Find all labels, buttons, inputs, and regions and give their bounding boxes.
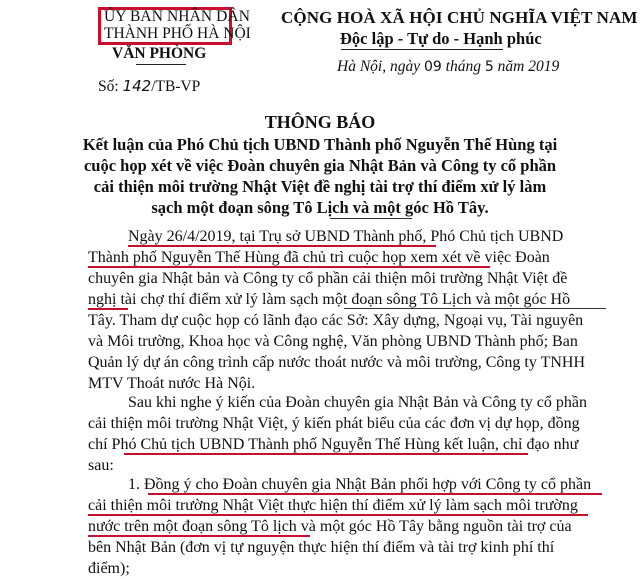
paragraph-line: MTV Thoát nước Hà Nội.	[88, 375, 256, 392]
department-underline	[136, 64, 186, 65]
national-title: CỘNG HOÀ XÃ HỘI CHỦ NGHĨA VIỆT NAM	[281, 8, 638, 27]
paragraph-line: nước trên một đoạn sông Tô lịch và một góc Hồ Tây bằng nguồn tài trợ của	[88, 518, 572, 535]
paragraph-line: Quản lý dự án công trình cấp nước thoát nước và môi trường, Công ty TNHH	[88, 354, 586, 371]
organization-line-2: THÀNH PHỐ HÀ NỘI	[104, 25, 251, 42]
date-prefix: Hà Nội, ngày	[337, 58, 421, 75]
doc-number-handwritten: 142	[122, 77, 152, 95]
paragraph-line: bên Nhật Bản (đơn vị tự nguyện thực hiện thí điểm và tài trợ kinh phí thí	[88, 539, 555, 556]
date-year: năm 2019	[497, 58, 560, 75]
paragraph-line: nghị tài chợ thí điểm xử lý làm sạch một đoạn sông Tô Lịch và một góc Hồ	[88, 291, 571, 308]
subtitle-line: cuộc họp xét về việc Đoàn chuyên gia Nhật Bản và Công ty cổ phần	[83, 156, 557, 175]
date-month-handwritten: 5	[484, 59, 494, 75]
subtitle-line: Kết luận của Phó Chủ tịch UBND Thành phố Nguyễn Thế Hùng tại	[82, 135, 558, 154]
subtitle-line: cải thiện môi trường Nhật Việt đề nghị tài trợ thí điểm xử lý làm	[93, 177, 547, 196]
highlight-underline	[128, 245, 436, 247]
paragraph-line: điểm);	[88, 560, 130, 577]
paragraph-line: chuyên gia Nhật bản và Công ty cổ phần cải thiện môi trường Nhật Việt đề	[88, 270, 568, 287]
paragraph-line: Tây. Tham dự cuộc họp có lãnh đạo các Sở: Xây dựng, Ngoại vụ, Tài nguyên	[88, 312, 584, 329]
document-number	[98, 77, 200, 96]
highlight-underline	[88, 514, 588, 516]
paragraph-line: cải thiện môi trường Nhật Việt thực hiện thí điểm xử lý làm sạch môi trường	[88, 497, 578, 514]
paragraph-line: 1. Đồng ý cho Đoàn chuyên gia Nhật Bản phối hợp với Công ty cổ phần	[128, 476, 592, 493]
department-name: VĂN PHÒNG	[112, 45, 207, 62]
date-day-handwritten: 09	[423, 59, 442, 75]
paragraph-line: Sau khi nghe ý kiến của Đoàn chuyên gia Nhật Bản và Công ty cổ phần	[128, 394, 587, 411]
doc-number-suffix: /TB-VP	[151, 78, 201, 95]
subtitle-line: sạch một đoạn sông Tô Lịch và một góc Hồ Tây.	[151, 198, 489, 217]
paragraph-line: sau:	[88, 457, 114, 474]
date-month-label: tháng	[445, 58, 481, 75]
organization-line-1: ỦY BAN NHÂN DÂN	[104, 8, 251, 25]
subtitle-underline	[330, 218, 412, 219]
paragraph-line: Thành phố Nguyễn Thế Hùng đã chủ trì cuộc họp xem xét về việc Đoàn	[88, 249, 550, 266]
highlight-underline	[88, 308, 128, 310]
doc-number-prefix: Số:	[98, 78, 119, 95]
notice-heading: THÔNG BÁO	[264, 112, 376, 132]
highlight-underline	[88, 535, 310, 537]
paragraph-line: cải thiện môi trường Nhật Việt, ý kiến phát biểu của các đơn vị dự họp, đồng	[88, 415, 580, 432]
motto-underline	[341, 49, 503, 50]
national-motto: Độc lập - Tự do - Hạnh phúc	[340, 29, 542, 48]
highlight-underline	[148, 493, 602, 495]
paragraph-line: và Môi trường, Khoa học và Công nghệ, Văn phòng UBND Thành phố; Ban	[88, 333, 578, 350]
highlight-underline	[88, 266, 490, 268]
document-date	[337, 58, 559, 76]
paragraph-line: chí Phó Chủ tịch UBND Thành phố Nguyễn Thế Hùng kết luận, chỉ đạo như	[88, 436, 579, 453]
text-underline	[344, 308, 606, 309]
highlight-underline	[124, 453, 528, 455]
paragraph-line: Ngày 26/4/2019, tại Trụ sở UBND Thành phố, Phó Chủ tịch UBND	[128, 228, 564, 245]
